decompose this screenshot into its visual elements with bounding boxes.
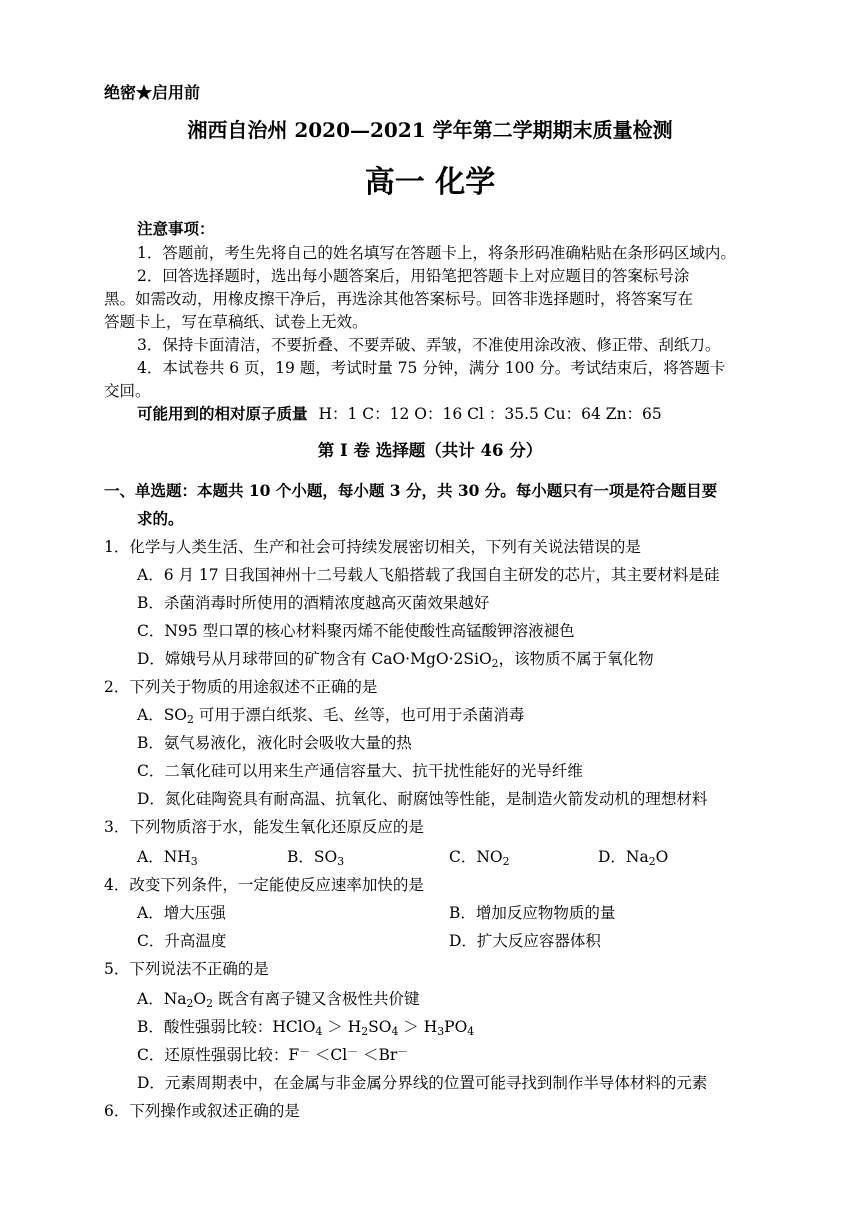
q1-option-a: A．6 月 17 日我国神州十二号载人飞船搭载了我国自主研发的芯片，其主要材料是硅 (137, 566, 720, 584)
q5-c-mid-1: ＜Cl (309, 1046, 348, 1064)
q5-c-sup-2: － (347, 1045, 359, 1058)
q3-option-d (598, 846, 668, 868)
q5-option-c (137, 1044, 408, 1066)
atomic-mass-values: H：1 C：12 O：16 Cl ：35.5 Cu：64 Zn：65 (318, 405, 662, 423)
q2-a-text-2: 可用于漂白纸浆、毛、丝等，也可用于杀菌消毒 (193, 706, 525, 724)
q5-a-sub-2: 2 (206, 997, 214, 1010)
q1-d-text-2: ，该物质不属于氧化物 (498, 650, 654, 668)
q3-a-text: A．NH (137, 848, 191, 866)
q4-option-a: A．增大压强 (137, 904, 226, 922)
q5-b-mid-3: ＞ H (398, 1018, 438, 1036)
q5-a-text-2: 既含有离子键又含极性共价键 (213, 990, 420, 1008)
q3-option-a (137, 846, 198, 868)
q5-b-sub-3: 4 (391, 1025, 399, 1038)
notice-item-2-line-2: 黑。如需改动，用橡皮擦干净后，再选涂其他答案标号。回答非选择题时，将答案写在 (104, 290, 694, 308)
part-instruction-line-2: 求的。 (137, 509, 184, 528)
q4-stem: 4．改变下列条件，一定能使反应速率加快的是 (104, 876, 424, 894)
q3-d-text-2: O (655, 848, 669, 866)
q5-b-mid-4: PO (444, 1018, 468, 1036)
part-instruction-line-1: 一、单选题：本题共 10 个小题，每小题 3 分，共 30 分。每小题只有一项是符合题目要 (104, 481, 718, 500)
q3-option-b (287, 846, 344, 868)
notice-item-4-line-1: 4．本试卷共 6 页，19 题，考试时量 75 分钟，满分 100 分。考试结束后，将答题卡 (137, 359, 726, 377)
notice-heading: 注意事项： (137, 219, 215, 238)
q3-c-text: C．NO (449, 848, 503, 866)
q5-a-text: A．Na (137, 990, 187, 1008)
q3-c-sub: 2 (502, 855, 510, 868)
q2-option-b: B．氨气易液化，液化时会吸收大量的热 (137, 734, 412, 752)
q1-d-text: D．嫦娥号从月球带回的矿物含有 CaO·MgO·2SiO (137, 650, 492, 668)
q5-option-b (137, 1016, 474, 1038)
q4-option-c: C．升高温度 (137, 932, 227, 950)
q1-option-c: C．N95 型口罩的核心材料聚丙烯不能使酸性高锰酸钾溶液褪色 (137, 622, 575, 640)
q2-option-c: C．二氧化硅可以用来生产通信容量大、抗干扰性能好的光导纤维 (137, 762, 583, 780)
q5-b-text: B．酸性强弱比较：HClO (137, 1018, 316, 1036)
q5-c-mid-2: ＜Br (358, 1046, 398, 1064)
notice-item-3: 3．保持卡面清洁，不要折叠、不要弄破、弄皱，不准使用涂改液、修正带、刮纸刀。 (137, 336, 721, 354)
exam-title: 湘西自治州 2020—2021 学年第二学期期末质量检测 (187, 118, 673, 142)
q1-option-b: B．杀菌消毒时所使用的酒精浓度越高灭菌效果越好 (137, 594, 490, 612)
q5-b-sub-2: 2 (361, 1025, 369, 1038)
q5-b-sub-4: 3 (437, 1025, 445, 1038)
q2-a-sub: 2 (187, 713, 194, 726)
q5-b-sub-1: 4 (315, 1025, 323, 1038)
section-title: 第 I 卷 选择题（共计 46 分） (317, 441, 543, 460)
notice-item-1: 1．答题前，考生先将自己的姓名填写在答题卡上，将条形码准确粘贴在条形码区域内。 (137, 244, 736, 262)
atomic-mass-line (137, 403, 662, 425)
confidential-mark: 绝密★启用前 (104, 83, 201, 102)
q4-option-b: B．增加反应物物质的量 (449, 904, 616, 922)
q1-stem: 1．化学与人类生活、生产和社会可持续发展密切相关，下列有关说法错误的是 (104, 538, 641, 556)
notice-item-4-line-2: 交回。 (104, 382, 151, 400)
exam-subject: 高一 化学 (364, 165, 496, 200)
q5-c-sup-3: － (397, 1045, 409, 1058)
q5-a-sub-1: 2 (186, 997, 194, 1010)
q2-stem: 2．下列关于物质的用途叙述不正确的是 (104, 678, 378, 696)
q3-d-text: D．Na (598, 848, 649, 866)
q3-a-sub: 3 (190, 855, 198, 868)
q2-a-text: A．SO (137, 706, 188, 724)
q1-d-sub: 2 (491, 657, 499, 670)
q5-option-a (137, 988, 419, 1010)
q4-option-d: D．扩大反应容器体积 (449, 932, 601, 950)
q2-option-d: D．氮化硅陶瓷具有耐高温、抗氧化、耐腐蚀等性能，是制造火箭发动机的理想材料 (137, 790, 708, 808)
q5-stem: 5．下列说法不正确的是 (104, 960, 269, 978)
atomic-mass-label: 可能用到的相对原子质量 (137, 404, 308, 423)
notice-item-2-line-3: 答题卡上，写在草稿纸、试卷上无效。 (104, 313, 368, 331)
q2-option-a (137, 704, 524, 726)
q3-b-text: B．SO (287, 848, 338, 866)
notice-item-2-line-1: 2．回答选择题时，选出每小题答案后，用铅笔把答题卡上对应题目的答案标号涂 (137, 267, 690, 285)
q5-b-sub-5: 4 (467, 1025, 475, 1038)
q3-option-c (449, 846, 510, 868)
q5-c-sup-1: － (299, 1045, 310, 1058)
q1-option-d (137, 648, 654, 670)
q5-option-d: D．元素周期表中，在金属与非金属分界线的位置可能寻找到制作半导体材料的元素 (137, 1074, 708, 1092)
q6-stem: 6．下列操作或叙述正确的是 (104, 1102, 300, 1120)
q5-c-text: C．还原性强弱比较：F (137, 1046, 300, 1064)
q3-stem: 3．下列物质溶于水，能发生氧化还原反应的是 (104, 818, 424, 836)
q3-b-sub: 3 (337, 855, 345, 868)
q5-b-mid-1: ＞ H (322, 1018, 362, 1036)
q3-d-sub: 2 (648, 855, 656, 868)
q5-b-mid-2: SO (368, 1018, 392, 1036)
q5-a-mid: O (193, 990, 207, 1008)
